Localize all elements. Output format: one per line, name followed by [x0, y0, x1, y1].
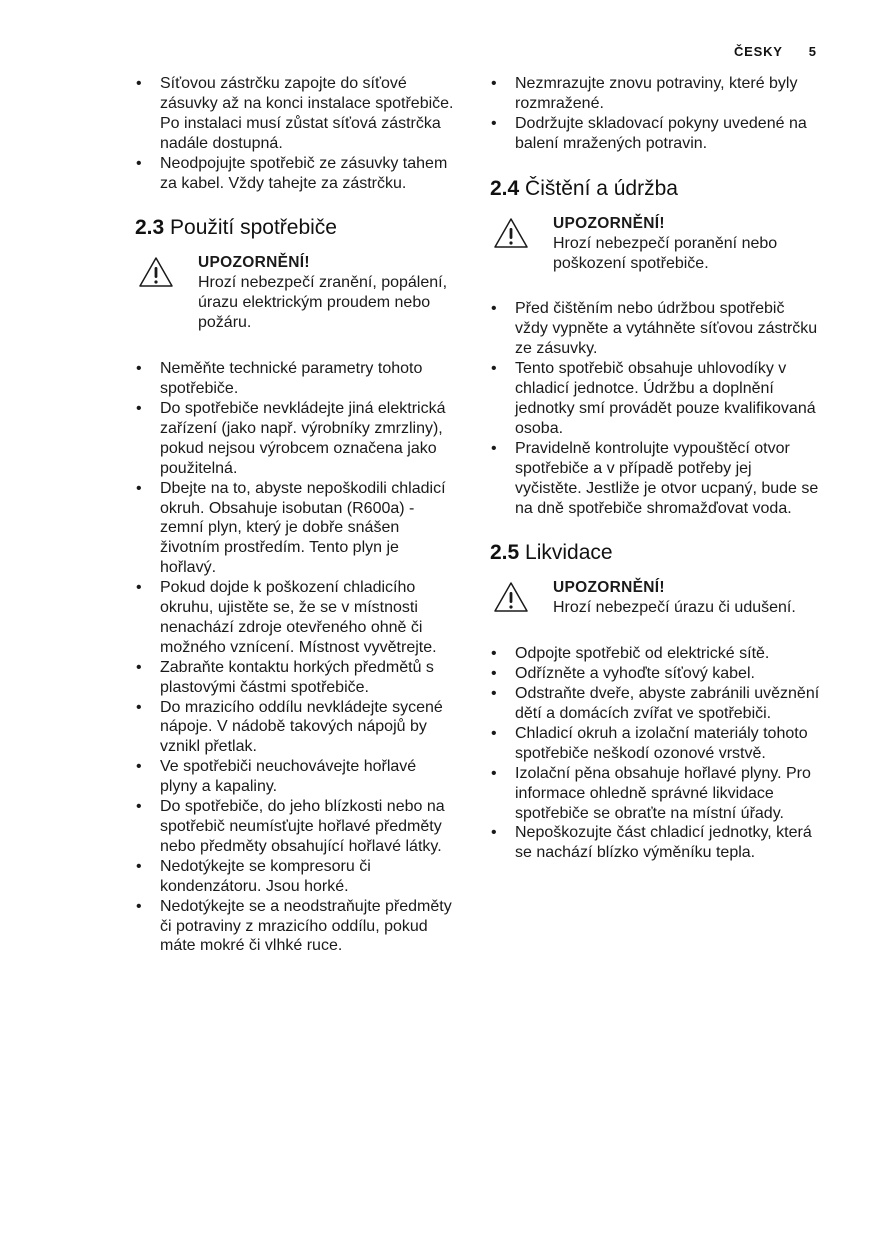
- list-item: • Pravidelně kontrolujte vypouštěcí otvor spotřebiče a v případě potřeby jej vyčistěte. Jestliže je otvor ucpaný, bude se na dně spotřebiče shromažďovat voda.: [490, 439, 820, 519]
- right-column: [490, 74, 820, 863]
- list-item: • Před čištěním nebo údržbou spotřebič vždy vypněte a vytáhněte síťovou zástrčku ze zásuvky.: [490, 299, 820, 359]
- section-number: 2.5: [490, 541, 520, 565]
- section-heading-2-5: [490, 540, 820, 566]
- warning-text: Hrozí nebezpečí poranění nebo poškození spotřebiče.: [553, 234, 778, 272]
- cleaning-list: [490, 299, 820, 518]
- list-item: • Nedotýkejte se kompresoru či kondenzátoru. Jsou horké.: [135, 857, 457, 897]
- list-item: • Zabraňte kontaktu horkých předmětů s plastovými částmi spotřebiče.: [135, 658, 457, 698]
- list-item: • Nedotýkejte se a neodstraňujte předměty či potraviny z mrazicího oddílu, pokud máte mokré či vlhké ruce.: [135, 897, 457, 957]
- section-number: 2.4: [490, 176, 520, 200]
- warning-title: UPOZORNĚNÍ!: [553, 214, 665, 232]
- page-number: 5: [808, 44, 816, 59]
- warning-triangle-icon: [493, 217, 529, 249]
- list-item: • Do spotřebiče, do jeho blízkosti nebo na spotřebič neumísťujte hořlavé předměty nebo předměty obsahující hořlavé látky.: [135, 797, 457, 857]
- section-number: 2.3: [135, 216, 165, 240]
- warning-box: [490, 578, 820, 618]
- warning-title: UPOZORNĚNÍ!: [553, 579, 665, 597]
- section-title: Čištění a údržba: [525, 176, 678, 200]
- list-item: • Tento spotřebič obsahuje uhlovodíky v chladicí jednotce. Údržbu a doplnění jednotky smí provádět pouze kvalifikovaná osoba.: [490, 359, 820, 439]
- list-item: • Chladicí okruh a izolační materiály tohoto spotřebiče neškodí ozonové vrstvě.: [490, 724, 820, 764]
- left-column: [135, 74, 457, 956]
- list-item: • Neodpojujte spotřebič ze zásuvky tahem za kabel. Vždy tahejte za zástrčku.: [135, 154, 457, 194]
- warning-box: [135, 253, 457, 333]
- list-item: • Odpojte spotřebič od elektrické sítě.: [490, 644, 820, 664]
- section-heading-2-3: [135, 215, 457, 241]
- list-item: • Síťovou zástrčku zapojte do síťové zásuvky až na konci instalace spotřebiče. Po instalaci musí zůstat síťová zástrčka nadále dostupná.: [135, 74, 457, 154]
- list-item: • Pokud dojde k poškození chladicího okruhu, ujistěte se, že se v místnosti nenachází zdroje otevřeného ohně či možného vznícení. Místnost vyvětrejte.: [135, 578, 457, 658]
- disposal-list: [490, 644, 820, 863]
- language-label: ČESKY: [733, 44, 783, 59]
- warning-text: Hrozí nebezpečí úrazu či udušení.: [553, 599, 796, 617]
- warning-box: [490, 214, 820, 274]
- list-item: • Neměňte technické parametry tohoto spotřebiče.: [135, 359, 457, 399]
- list-item: • Do spotřebiče nevkládejte jiná elektrická zařízení (jako např. výrobníky zmrzliny), pokud nejsou výrobcem označena jako použitelná.: [135, 399, 457, 479]
- page-header: [734, 44, 816, 59]
- list-item: • Izolační pěna obsahuje hořlavé plyny. Pro informace ohledně správné likvidace spotřebiče se obraťte na místní úřady.: [490, 764, 820, 824]
- list-item: • Dodržujte skladovací pokyny uvedené na balení mražených potravin.: [490, 114, 820, 154]
- warning-text: Hrozí nebezpečí zranění, popálení, úrazu elektrickým proudem nebo požáru.: [198, 274, 448, 332]
- list-item: • Odstraňte dveře, abyste zabránili uvěznění dětí a domácích zvířat ve spotřebiči.: [490, 684, 820, 724]
- intro-list-right: [490, 74, 820, 154]
- list-item: • Dbejte na to, abyste nepoškodili chladicí okruh. Obsahuje isobutan (R600a) - zemní plyn, který je dobře snášen životním prostředím. Tento plyn je hořlavý.: [135, 479, 457, 579]
- list-item: • Do mrazicího oddílu nevkládejte sycené nápoje. V nádobě takových nápojů by vznikl přetlak.: [135, 698, 457, 758]
- warning-triangle-icon: [138, 256, 174, 288]
- warning-title: UPOZORNĚNÍ!: [198, 254, 310, 272]
- list-item: • Nezmrazujte znovu potraviny, které byly rozmražené.: [490, 74, 820, 114]
- list-item: • Odřízněte a vyhoďte síťový kabel.: [490, 664, 820, 684]
- warning-triangle-icon: [493, 581, 529, 613]
- section-heading-2-4: [490, 176, 820, 202]
- intro-list-left: [135, 74, 457, 193]
- usage-list: [135, 359, 457, 956]
- section-title: Likvidace: [525, 541, 613, 565]
- section-title: Použití spotřebiče: [170, 216, 337, 240]
- list-item: • Ve spotřebiči neuchovávejte hořlavé plyny a kapaliny.: [135, 757, 457, 797]
- list-item: • Nepoškozujte část chladicí jednotky, která se nachází blízko výměníku tepla.: [490, 823, 820, 863]
